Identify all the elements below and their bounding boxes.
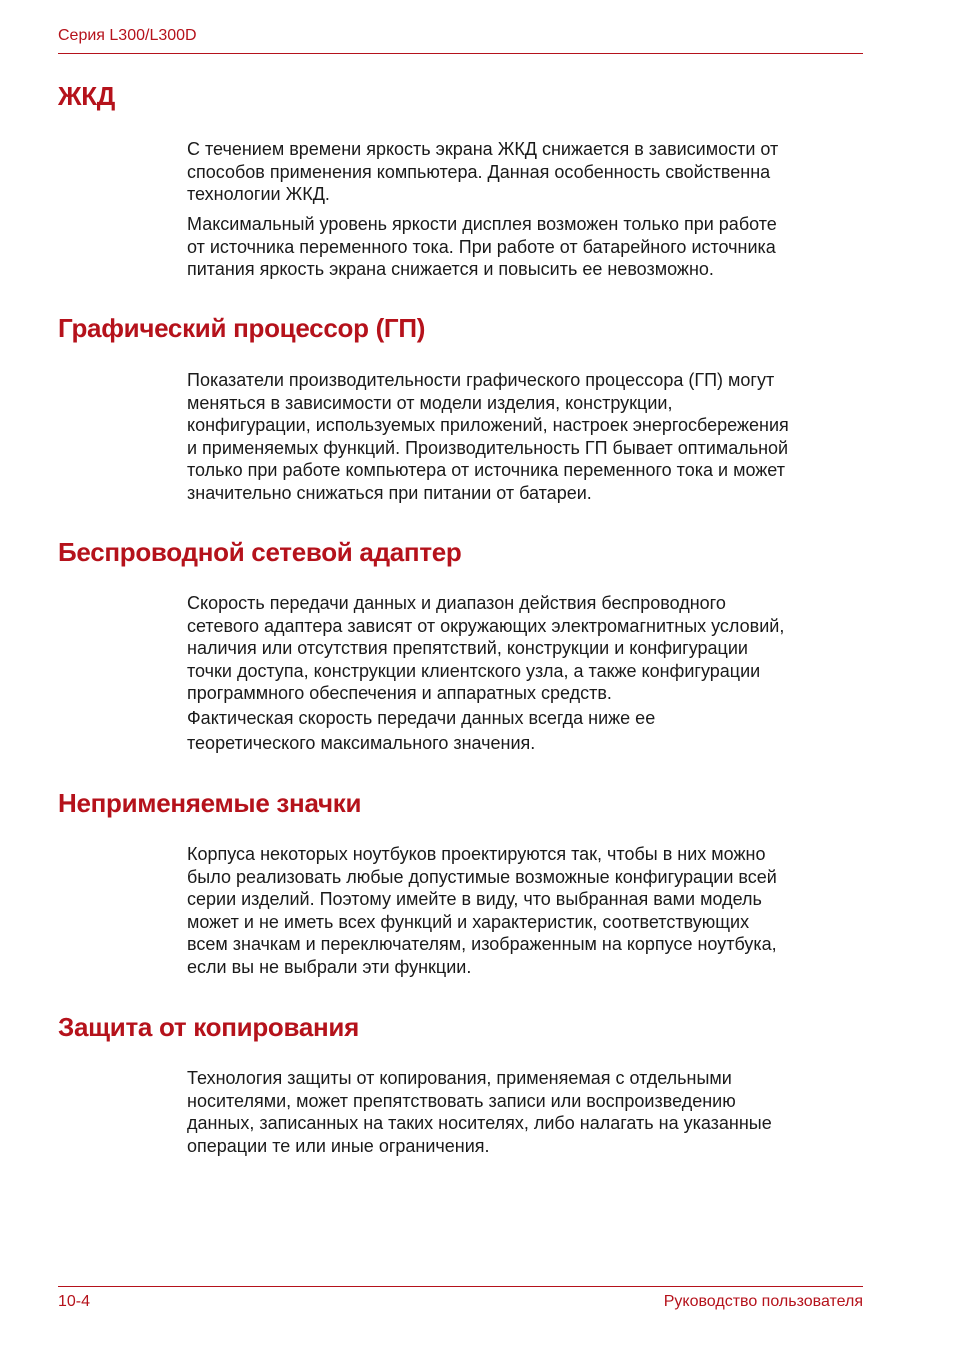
paragraph-wireless-actual-speed: Фактическая скорость передачи данных всегда ниже ее теоретического максимального значения. — [187, 708, 656, 753]
paragraph-gpu-performance: Показатели производительности графического процессора (ГП) могут меняться в зависимости от модели изделия, конструкции, конфигурации, используемых приложений, настроек энергосбережения и применяемых функций. Производительность ГП бывает оптимальной только при работе компьютера от источника переменного тока и может значительно снижаться при питании от батареи. — [187, 370, 789, 503]
section-heading-gpu: Графический процессор (ГП) — [58, 313, 426, 343]
page-number: 10-4 — [58, 1293, 91, 1310]
paragraph-wireless-range: Скорость передачи данных и диапазон действия беспроводного сетевого адаптера зависят от окружающих электромагнитных условий, наличия или отсутствия препятствий, конструкции и конфигурации точки доступа, конструкции клиентского узла, а также конфигурации программного обеспечения и аппаратных средств. — [187, 593, 785, 704]
paragraph-copy-protection: Технология защиты от копирования, применяемая с отдельными носителями, может препятствовать записи или воспроизведению данных, записанных на таких носителях, либо налагать на указанные операции те или иные ограничения. — [187, 1068, 772, 1156]
paragraph-lcd-brightness-decline: С течением времени яркость экрана ЖКД снижается в зависимости от способов применения компьютера. Данная особенность свойственна технологии ЖКД. — [187, 139, 779, 205]
section-heading-copy-protection: Защита от копирования — [58, 1012, 359, 1042]
manual-title: Руководство пользователя — [663, 1293, 863, 1310]
paragraph-unused-icons: Корпуса некоторых ноутбуков проектируются так, чтобы в них можно было реализовать любые допустимые возможные конфигурации всей серии изделий. Поэтому имейте в виду, что выбранная вами модель может и не иметь всех функций и характеристик, соответствующих всем значкам и переключателям, изображенным на корпусе ноутбука, если вы не выбрали эти функции. — [187, 844, 777, 977]
section-heading-lcd: ЖКД — [58, 81, 115, 111]
paragraph-lcd-max-brightness: Максимальный уровень яркости дисплея возможен только при работе от источника переменного тока. При работе от батарейного источника питания яркость экрана снижается и повысить ее невозможно. — [187, 214, 777, 280]
section-heading-unused-icons: Неприменяемые значки — [58, 788, 362, 818]
section-heading-wireless: Беспроводной сетевой адаптер — [58, 537, 462, 567]
footer-divider — [58, 1286, 863, 1287]
series-title: Серия L300/L300D — [58, 27, 197, 44]
header-divider — [58, 53, 863, 54]
